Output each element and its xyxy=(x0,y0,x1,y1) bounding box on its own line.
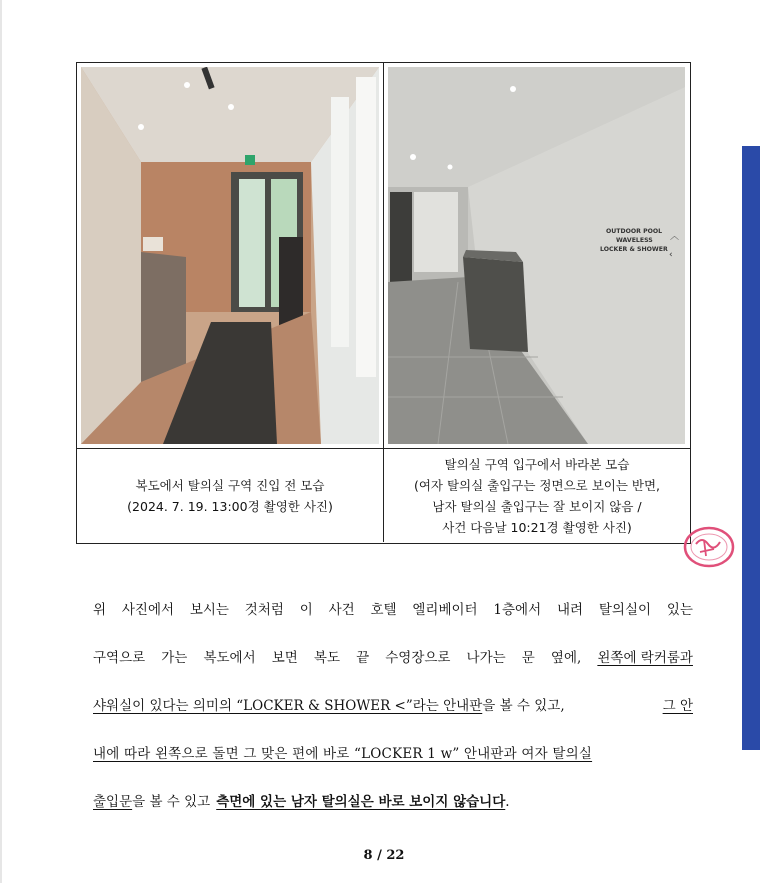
caption-right-line2: (여자 탈의실 출입구는 정면으로 보이는 반면, xyxy=(413,477,661,493)
word: 보시는 xyxy=(189,602,229,618)
paragraph-line-1 xyxy=(93,598,693,646)
caption-right-title: 탈의실 구역 입구에서 바라본 모습 xyxy=(444,456,630,472)
paragraph-line-3 xyxy=(93,694,693,742)
paragraph-line-5 xyxy=(93,790,693,838)
word: 이 xyxy=(299,602,313,618)
sign-outdoor-pool: OUTDOOR POOL xyxy=(606,228,663,235)
locker-entrance-photo xyxy=(384,63,690,448)
paragraph-line-4 xyxy=(93,742,693,790)
underlined-phrase: 내에 따라 왼쪽으로 돌면 그 맞은 편에 바로 “LOCKER 1 w” 안내판과 여자 탈의실 xyxy=(93,746,593,762)
caption-right xyxy=(384,448,690,542)
word: 복도에서 xyxy=(203,650,256,666)
underlined-phrase: 샤워실이 있다는 의미의 “LOCKER & SHOWER <”라는 안내판 xyxy=(93,698,483,714)
bold-underlined-phrase: 측면에 있는 남자 탈의실은 바로 보이지 않습니다 xyxy=(216,794,506,810)
word: 1층에서 xyxy=(493,602,542,618)
word: 있는 xyxy=(666,602,693,618)
caption-left xyxy=(77,448,384,542)
sign-arrow-up-icon: ︿ xyxy=(670,232,680,242)
period: . xyxy=(505,794,510,810)
caption-right-line3: 남자 탈의실 출입구는 잘 보이지 않음 / xyxy=(432,498,642,514)
word: 보면 xyxy=(271,650,298,666)
underlined-phrase: 왼쪽에 락커룸과 xyxy=(597,650,693,666)
underlined-phrase: 그 안 xyxy=(662,698,693,714)
plain-phrase: 을 볼 수 있고, xyxy=(482,698,565,714)
plain-phrase: 을 볼 수 있고 xyxy=(132,794,211,810)
underlined-phrase: 출입문 xyxy=(93,794,133,810)
word: 것처럼 xyxy=(244,602,284,618)
caption-right-line4: 사건 다음날 10:21경 촬영한 사진) xyxy=(442,519,632,535)
word: 구역으로 xyxy=(93,650,146,666)
word: 호텔 xyxy=(370,602,397,618)
word: 끝 xyxy=(356,650,370,666)
sign-arrow-left-icon: ‹ xyxy=(669,250,673,260)
word: 내려 xyxy=(556,602,584,618)
seal-stamp xyxy=(680,522,738,572)
sign-waveless: WAVELESS xyxy=(616,237,653,244)
word: 옆에, xyxy=(550,650,582,666)
sign-locker-shower: LOCKER & SHOWER xyxy=(600,246,668,253)
word: 사건 xyxy=(328,602,355,618)
page-edge xyxy=(0,0,2,883)
body-paragraph xyxy=(93,598,693,838)
word: 가는 xyxy=(161,650,188,666)
word: 복도 xyxy=(313,650,340,666)
caption-left-date: (2024. 7. 19. 13:00경 촬영한 사진) xyxy=(127,498,333,514)
corridor-photo xyxy=(77,63,384,448)
word: 위 xyxy=(93,602,107,618)
photo-table xyxy=(76,62,691,544)
word: 탈의실이 xyxy=(598,602,652,618)
word: 수영장으로 xyxy=(385,650,451,666)
caption-left-title: 복도에서 탈의실 구역 진입 전 모습 xyxy=(135,477,325,493)
paragraph-line-2 xyxy=(93,646,693,694)
word: 나가는 xyxy=(466,650,506,666)
side-tab-marker xyxy=(742,146,760,750)
word: 사진에서 xyxy=(121,602,175,618)
page-number: 8 / 22 xyxy=(363,848,405,863)
word: 엘리베이터 xyxy=(412,602,478,618)
word: 문 xyxy=(521,650,535,666)
